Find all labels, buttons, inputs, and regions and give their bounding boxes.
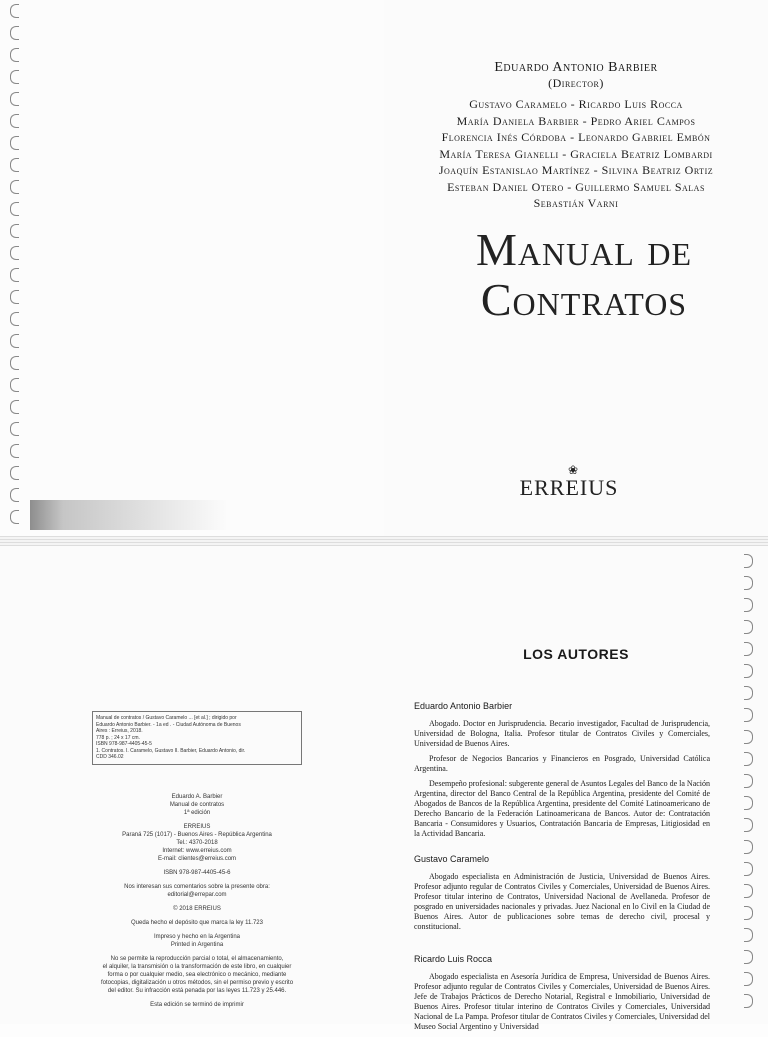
- binding-ring: [744, 598, 753, 612]
- imprint-line: editorial@errepar.com: [167, 891, 227, 898]
- binding-ring: [10, 26, 19, 40]
- publisher-logo-text: ERREIUS: [519, 475, 619, 500]
- catalog-line: ISBN 978-987-4405-45-5: [96, 741, 152, 747]
- binding-ring: [744, 862, 753, 876]
- author-bio-paragraph: Abogado. Doctor en Jurisprudencia. Becario investigador, Facultad de Jurisprudencia, Universidad de Bologna, Italia. Profesor titular de Contratos Civiles y Comerciales, Universidad de Buenos Aires.: [414, 719, 710, 748]
- imprint-line: fotocopias, digitalización u otros métodos, sin el permiso previo y escrito: [100, 979, 294, 986]
- copyright-page: [0, 546, 384, 1024]
- binding-ring: [10, 92, 19, 106]
- binding-ring: [10, 444, 19, 458]
- author-bio: [414, 701, 710, 844]
- author-bio: [414, 854, 710, 937]
- binding-ring: [10, 312, 19, 326]
- authors-page: [384, 546, 768, 1031]
- imprint-block: [92, 711, 302, 1009]
- binding-ring: [10, 334, 19, 348]
- binding-ring: [10, 224, 19, 238]
- binding-ring: [10, 466, 19, 480]
- binding-ring: [10, 290, 19, 304]
- imprint-line: Tel.: 4370-2018: [176, 839, 218, 846]
- binding-ring: [10, 202, 19, 216]
- imprint-line: Nos interesan sus comentarios sobre la presente obra:: [124, 883, 270, 890]
- page-shadow: [30, 500, 360, 530]
- binding-ring: [744, 818, 753, 832]
- coauthor-line: Joaquín Estanislao Martínez - Silvina Beatriz Ortiz: [438, 163, 714, 177]
- binding-ring: [10, 70, 19, 84]
- imprint-line: © 2018 ERREIUS: [173, 905, 221, 912]
- imprint-line: forma o por cualquier medio, sea electrónico o mecánico, mediante: [107, 971, 287, 978]
- imprint-line: 1ª edición: [183, 809, 211, 816]
- binding-ring: [744, 906, 753, 920]
- binding-ring: [744, 884, 753, 898]
- binding-ring: [10, 356, 19, 370]
- imprint-line: Manual de contratos: [169, 801, 225, 808]
- section-heading: LOS AUTORES: [523, 646, 629, 662]
- imprint-line: del editor. Su infracción está penada por las leyes 11.723 y 25.446.: [107, 987, 287, 994]
- author-name: Ricardo Luis Rocca: [414, 954, 493, 964]
- catalog-line: CDD 346.02: [96, 754, 124, 760]
- imprint-lines: [92, 793, 302, 1009]
- imprint-line: Paraná 725 (1017) - Buenos Aires - República Argentina: [122, 831, 272, 838]
- author-name: Gustavo Caramelo: [414, 854, 490, 864]
- coauthor-line: Sebastián Varni: [533, 196, 619, 210]
- coauthor-line: María Daniela Barbier - Pedro Ariel Campos: [456, 113, 696, 128]
- binding-ring: [10, 268, 19, 282]
- catalog-line: 1. Contratos. I. Caramelo, Gustavo II. Barbier, Eduardo Antonio, dir.: [96, 747, 246, 754]
- page-divider: [0, 536, 768, 546]
- binding-ring: [10, 180, 19, 194]
- binding-ring: [744, 972, 753, 986]
- blank-page-top-left: [0, 0, 384, 536]
- book-title-line-2: Contratos: [480, 274, 688, 325]
- author-name: Eduardo Antonio Barbier: [414, 701, 513, 711]
- binding-ring: [744, 774, 753, 788]
- director-name: Eduardo Antonio Barbier: [494, 60, 658, 75]
- imprint-line: Internet: www.erreius.com: [162, 847, 232, 854]
- author-bio-paragraph: Abogado especialista en Administración de Justicia, Universidad de Buenos Aires. Profesor adjunto regular de Contratos Civiles y Comerciales, Universidad de Buenos Aires. Profesor titular interino de Contratos, Universidad Nacional de Avellaneda. Profesor de posgrado en universidades nacionales y privadas. Juez Nacional en lo Civil en la Ciudad de Buenos Aires. Autor de publicaciones sobre temas de derecho civil, procesal y constitucional.: [414, 872, 710, 931]
- imprint-line: Eduardo A. Barbier: [171, 793, 223, 800]
- binding-ring: [10, 422, 19, 436]
- imprint-line: ERREIUS: [183, 823, 211, 830]
- author-bio: [414, 954, 710, 1037]
- binding-ring: [10, 114, 19, 128]
- catalog-line: Manual de contratos / Gustavo Caramelo ... [et al.] ; dirigido por: [96, 715, 237, 721]
- coauthor-line: Florencia Inés Córdoba - Leonardo Gabriel Embón: [441, 130, 711, 144]
- catalog-line: 778 p. ; 24 x 17 cm.: [96, 734, 140, 741]
- imprint-line: No se permite la reproducción parcial o total, el almacenamiento,: [110, 955, 284, 962]
- coauthor-line: Esteban Daniel Otero - Guillermo Samuel Salas: [447, 179, 705, 194]
- imprint-line: ISBN 978-987-4405-45-6: [163, 869, 231, 876]
- binding-ring: [744, 752, 753, 766]
- director-role: (Director): [548, 76, 604, 90]
- binding-ring: [744, 664, 753, 678]
- flame-icon: ❀: [568, 463, 580, 477]
- coauthor-list: [394, 96, 758, 212]
- imprint-line: Printed in Argentina: [170, 941, 224, 948]
- catalog-line: Eduardo Antonio Barbier. - 1a ed . - Ciudad Autónoma de Buenos: [96, 721, 241, 728]
- imprint-line: E-mail: clientes@erreius.com: [157, 855, 237, 862]
- binding-ring: [10, 48, 19, 62]
- catalog-line: Aires : Erreius, 2018.: [96, 728, 143, 734]
- author-bio-paragraph: Abogado especialista en Asesoría Jurídica de Empresa, Universidad de Buenos Aires. Profesor adjunto regular de Contratos Civiles y Comerciales, Universidad de Buenos Aires. Jefe de Trabajos Prácticos de Derecho Notarial, Registral e Inmobiliario, Universidad de Buenos Aires. Profesor titular interino de Contratos Civiles y Comerciales, Universidad Nacional de La Pampa. Profesor titular de Contratos Civiles y Comerciales, Universidad del Museo Social Argentino y Universidad: [414, 972, 710, 1031]
- imprint-line: Esta edición se terminó de imprimir: [150, 1001, 244, 1008]
- binding-ring: [744, 708, 753, 722]
- book-title: [424, 225, 744, 325]
- binding-ring: [744, 576, 753, 590]
- coauthor-line: Gustavo Caramelo - Ricardo Luis Rocca: [469, 97, 683, 111]
- binding-ring: [744, 928, 753, 942]
- binding-ring: [10, 158, 19, 172]
- binding-ring: [744, 554, 753, 568]
- imprint-line: Queda hecho el depósito que marca la ley 11.723: [131, 919, 263, 926]
- binding-ring: [10, 400, 19, 414]
- book-title-line-1: Manual de: [475, 224, 693, 275]
- binding-ring: [10, 246, 19, 260]
- author-bio-paragraph: Profesor de Negocios Bancarios y Financieros en Posgrado, Universidad Católica Argentina.: [414, 754, 710, 773]
- imprint-line: Impreso y hecho en la Argentina: [153, 933, 241, 940]
- catalog-record: [92, 711, 302, 765]
- binding-ring: [744, 950, 753, 964]
- binding-ring: [744, 796, 753, 810]
- title-page: [384, 0, 768, 536]
- binding-ring: [10, 488, 19, 502]
- binding-ring: [744, 994, 753, 1008]
- imprint-line: el alquiler, la transmisión o la transformación de este libro, en cualquier: [102, 963, 292, 970]
- author-bio-paragraph: Desempeño profesional: subgerente general de Asuntos Legales del Banco de la Nación Argentina, director del Banco Central de la República Argentina, presidente del Comité de Abogados de Bancos de la República Argentina, presidente del Comité Latinoamericano de Derecho Bancario de la Federación Latinoamericana de Bancos. Autor de: Contratación Bancaria - Consumidores y Usuarios, Contratación Bancaria de Empresas, Litigiosidad en la Actividad Bancaria.: [414, 779, 711, 838]
- binding-ring: [744, 620, 753, 634]
- binding-ring: [10, 510, 19, 524]
- publisher-logo: [514, 463, 624, 501]
- coauthor-line: María Teresa Gianelli - Graciela Beatriz Lombardi: [439, 146, 713, 161]
- binding-ring: [10, 378, 19, 392]
- binding-ring: [744, 730, 753, 744]
- binding-ring: [10, 136, 19, 150]
- binding-ring: [10, 4, 19, 18]
- binding-ring: [744, 686, 753, 700]
- binding-ring: [744, 840, 753, 854]
